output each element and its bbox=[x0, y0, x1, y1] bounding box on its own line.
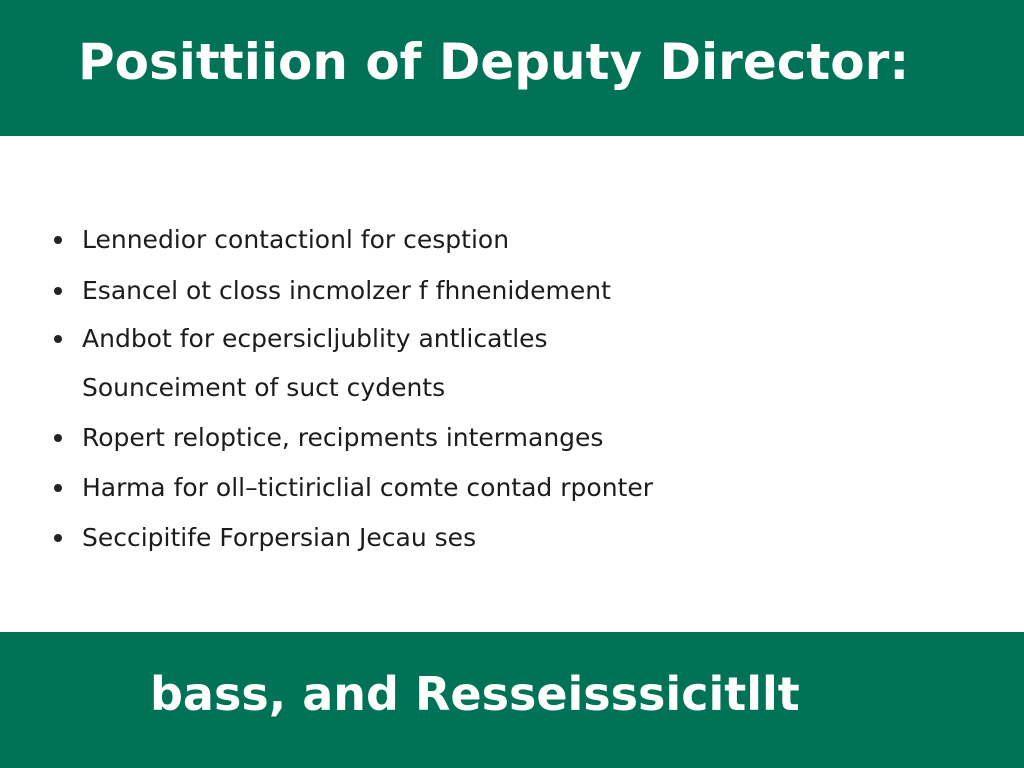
bullet-dot-icon bbox=[54, 287, 62, 295]
list-item bbox=[0, 520, 1024, 556]
list-item bbox=[0, 321, 1024, 357]
list-item bbox=[0, 273, 1024, 309]
page-title: Posittiion of Deputy Director: bbox=[78, 33, 910, 91]
list-item bbox=[0, 222, 1024, 258]
bullet-dot-icon bbox=[54, 534, 62, 542]
bullet-dot-icon bbox=[54, 236, 62, 244]
bullet-dot-icon bbox=[54, 335, 62, 343]
list-item-text: Sounceiment of suct cydents bbox=[82, 373, 446, 402]
footer-text: bass, and Resseisssicitllt bbox=[150, 667, 800, 721]
list-item-text: Seccipitife Forpersian Jecau ses bbox=[82, 523, 477, 552]
list-item bbox=[0, 470, 1024, 506]
bullet-dot-icon bbox=[54, 484, 62, 492]
list-item bbox=[0, 370, 1024, 406]
list-item-text: Ropert reloptice, recipments intermanges bbox=[82, 423, 604, 452]
list-item-text: Lennedior contactionl for cesption bbox=[82, 225, 510, 254]
list-item-text: Esancel ot closs incmolzer f fhnenidement bbox=[82, 276, 611, 305]
list-item bbox=[0, 420, 1024, 456]
list-item-text: Harma for oll–tictiriclial comte contad rponter bbox=[82, 473, 653, 502]
list-item-text: Andbot for ecpersicljublity antlicatles bbox=[82, 324, 548, 353]
bullet-dot-icon bbox=[54, 434, 62, 442]
